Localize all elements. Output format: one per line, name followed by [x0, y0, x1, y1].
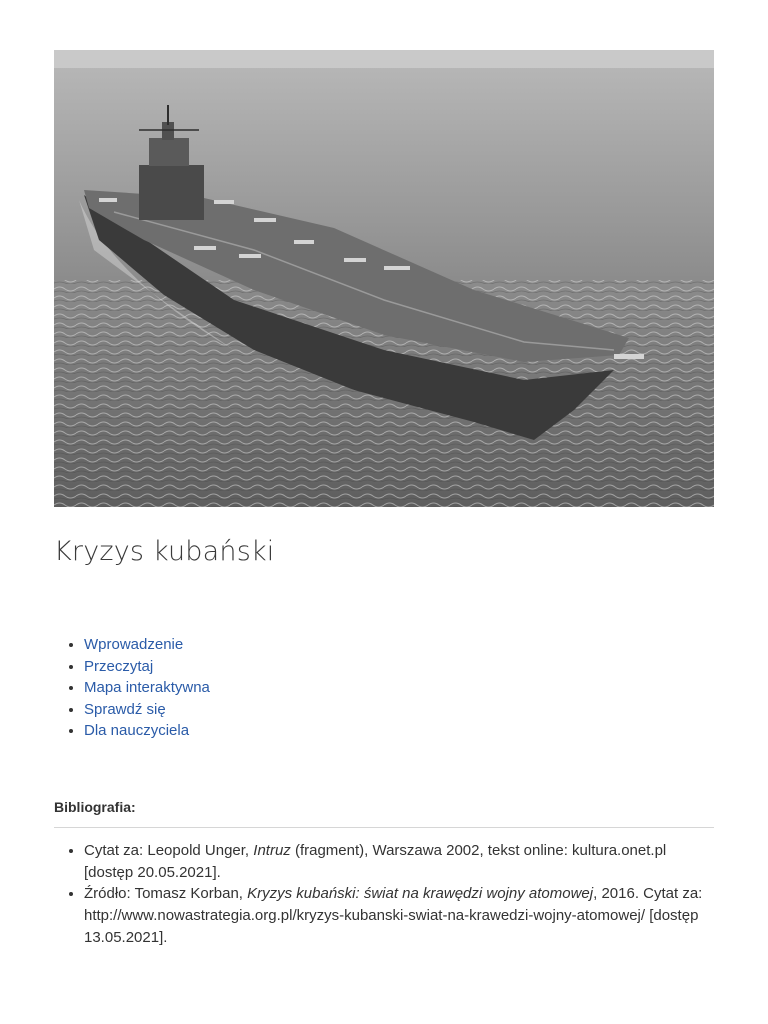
- nav-link-przeczytaj[interactable]: Przeczytaj: [84, 657, 154, 675]
- nav-link-wprowadzenie[interactable]: Wprowadzenie: [84, 636, 184, 653]
- bibliography-item: [84, 840, 714, 883]
- divider: [54, 827, 714, 828]
- nav-link-mapa-interaktywna[interactable]: Mapa interaktywna: [84, 679, 210, 697]
- nav-item: [84, 656, 210, 678]
- bibliography-work-title: Kryzys kubański: świat na krawędzi wojny atomowej: [247, 885, 594, 903]
- bibliography-list: [54, 840, 714, 949]
- nav-link-sprawdz-sie[interactable]: Sprawdź się: [84, 700, 166, 718]
- nav-link-dla-nauczyciela[interactable]: Dla nauczyciela: [84, 722, 190, 740]
- nav-item: [84, 699, 210, 721]
- bibliography-text: (fragment), Warszawa 2002, tekst online: kultura.onet.pl [dostęp 20.05.2021].: [84, 842, 667, 881]
- nav-item: [84, 720, 210, 742]
- bibliography-heading: Bibliografia:: [54, 799, 136, 815]
- nav-item: [84, 677, 210, 699]
- nav-item: [84, 634, 210, 656]
- hero-image: [54, 50, 714, 507]
- section-nav: [54, 634, 210, 742]
- bibliography-text: , 2016. Cytat za: http://www.nowastrategia.org.pl/kryzys-kubanski-swiat-na-krawedzi-wojny-atomowej/ [dostęp 13.05.2021].: [84, 885, 703, 946]
- page-title: Kryzys kubański: [54, 536, 275, 567]
- bibliography-text: Źródło: Tomasz Korban,: [84, 885, 248, 903]
- bibliography-work-title: Intruz: [253, 842, 291, 859]
- bibliography-item: [84, 883, 714, 948]
- aircraft-carrier-illustration: [54, 50, 714, 507]
- bibliography-text: Cytat za: Leopold Unger,: [84, 842, 254, 859]
